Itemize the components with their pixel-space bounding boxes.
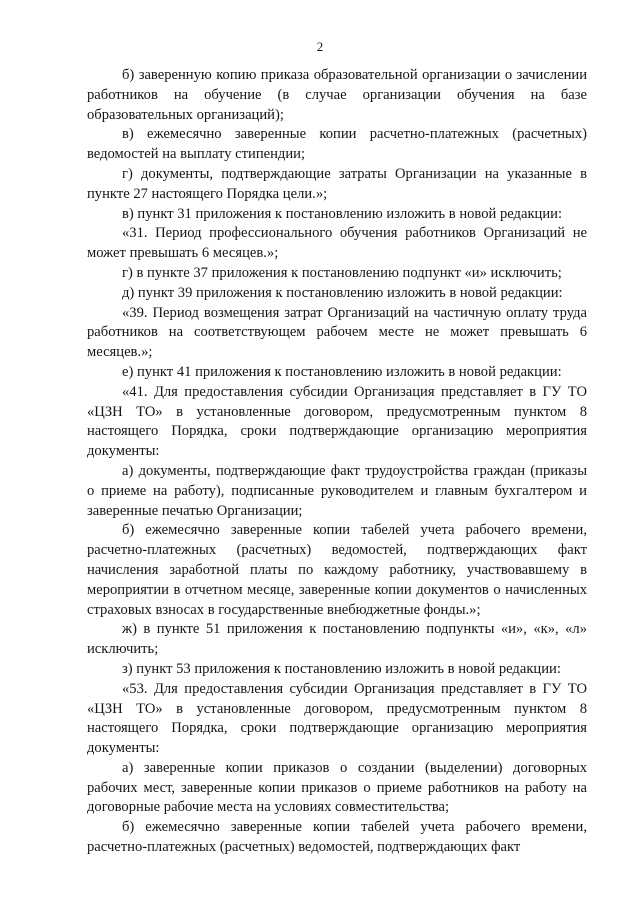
paragraph-amendment-v-point-31: в) пункт 31 приложения к постановлению изложить в новой редакции: — [122, 205, 563, 222]
paragraph-point-41-item-b: б) ежемесячно заверенные копии табелей учета рабочего времени, расчетно-платежных (расчетных) ведомостей, подтверждающих факт начисления заработной платы по каждому работнику, участвовавшему в мероприятии в отчетном месяце, заверенные копии документов о начисленных страховых взносах в государственные внебюджетные фонды.»; — [87, 522, 587, 618]
paragraph-amendment-zh-point-51: ж) в пункте 51 приложения к постановлению подпункты «и», «к», «л» исключить; — [87, 621, 587, 658]
paragraph-amendment-z-point-53: з) пункт 53 приложения к постановлению изложить в новой редакции: — [122, 660, 561, 677]
paragraph-point-41-text: «41. Для предоставления субсидии Организация представляет в ГУ ТО «ЦЗН ТО» в установленные договором, предусмотренным пунктом 8 настоящего Порядка, сроки подтверждающие организацию мероприятия документы: — [87, 383, 587, 460]
document-body — [87, 66, 587, 858]
paragraph-point-53-text: «53. Для предоставления субсидии Организация представляет в ГУ ТО «ЦЗН ТО» в установленные договором, предусмотренным пунктом 8 настоящего Порядка, сроки подтверждающие организацию мероприятия документы: — [87, 680, 587, 757]
paragraph-amendment-d-point-39: д) пункт 39 приложения к постановлению изложить в новой редакции: — [122, 284, 563, 301]
paragraph-point-31-text: «31. Период профессионального обучения работников Организаций не может превышать 6 месяцев.»; — [87, 225, 587, 262]
paragraph-point-41-item-a: а) документы, подтверждающие факт трудоустройства граждан (приказы о приеме на работу), подписанные руководителем и главным бухгалтером и заверенные печатью Организации; — [87, 462, 587, 519]
paragraph-item-v-stipend-statements: в) ежемесячно заверенные копии расчетно-платежных (расчетных) ведомостей на выплату стипендии; — [87, 126, 587, 163]
paragraph-item-b-enrollment-order: б) заверенную копию приказа образовательной организации о зачислении работников на обучение (в случае организации обучения на базе образовательных организаций); — [87, 67, 587, 123]
paragraph-point-53-item-b: б) ежемесячно заверенные копии табелей учета рабочего времени, расчетно-платежных (расчетных) ведомостей, подтверждающих факт — [87, 819, 587, 856]
paragraph-amendment-e-point-41: е) пункт 41 приложения к постановлению изложить в новой редакции: — [122, 363, 562, 380]
page-number: 2 — [316, 39, 324, 54]
paragraph-item-g-expense-documents: г) документы, подтверждающие затраты Организации на указанные в пункте 27 настоящего Порядка цели.»; — [87, 165, 587, 202]
paragraph-point-53-item-a: а) заверенные копии приказов о создании (выделении) договорных рабочих мест, заверенные копии приказов о приеме работников на работу на договорные рабочие места на условиях совместительства; — [87, 759, 587, 816]
paragraph-amendment-g-point-37: г) в пункте 37 приложения к постановлению подпункт «и» исключить; — [122, 264, 562, 281]
paragraph-point-39-text: «39. Период возмещения затрат Организаций на частичную оплату труда работников на соответствующем рабочем месте не может превышать 6 месяцев.»; — [87, 304, 587, 361]
